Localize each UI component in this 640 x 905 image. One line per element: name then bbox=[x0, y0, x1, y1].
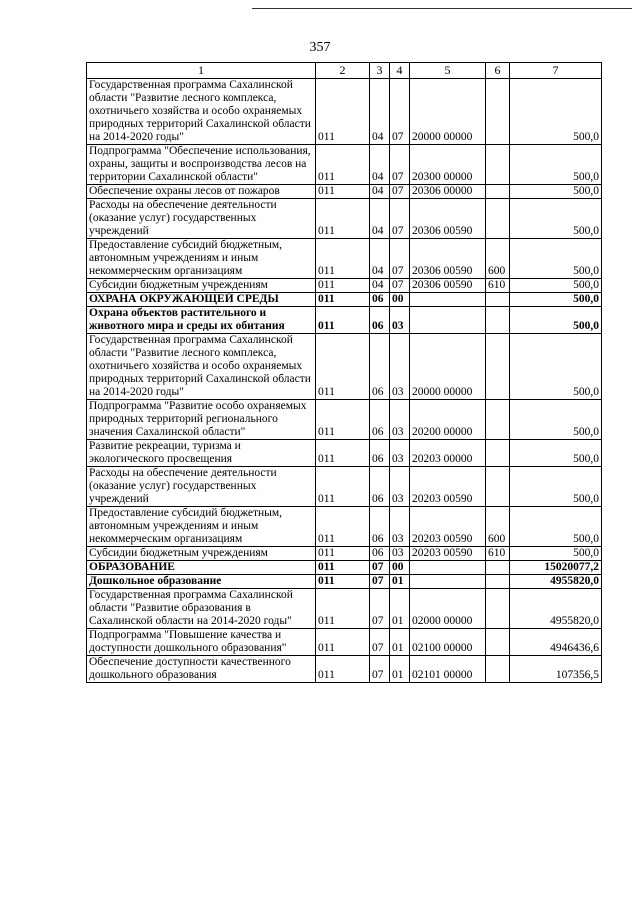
row-c6-cell bbox=[486, 561, 510, 575]
row-c4-cell: 01 bbox=[390, 629, 410, 656]
row-c6-cell: 610 bbox=[486, 547, 510, 561]
header-cell: 3 bbox=[370, 63, 390, 79]
row-c7-cell: 500,0 bbox=[510, 334, 602, 400]
row-c5-cell: 20306 00590 bbox=[410, 279, 486, 293]
row-c2-cell: 011 bbox=[316, 293, 370, 307]
row-c2-cell: 011 bbox=[316, 145, 370, 185]
row-c5-cell: 20300 00000 bbox=[410, 145, 486, 185]
row-c4-cell: 01 bbox=[390, 575, 410, 589]
row-c3-cell: 06 bbox=[370, 547, 390, 561]
row-c2-cell: 011 bbox=[316, 575, 370, 589]
table-row bbox=[87, 547, 602, 561]
row-c5-cell: 20203 00590 bbox=[410, 467, 486, 507]
row-c4-cell: 07 bbox=[390, 239, 410, 279]
row-c3-cell: 06 bbox=[370, 307, 390, 334]
row-c3-cell: 06 bbox=[370, 440, 390, 467]
row-c5-cell: 20203 00590 bbox=[410, 547, 486, 561]
row-name-cell: Развитие рекреации, туризма и экологического просвещения bbox=[87, 440, 316, 467]
row-name-cell: Дошкольное образование bbox=[87, 575, 316, 589]
row-c2-cell: 011 bbox=[316, 629, 370, 656]
table-row bbox=[87, 561, 602, 575]
row-c2-cell: 011 bbox=[316, 589, 370, 629]
row-c4-cell: 03 bbox=[390, 467, 410, 507]
row-c6-cell bbox=[486, 575, 510, 589]
row-c2-cell: 011 bbox=[316, 561, 370, 575]
row-c3-cell: 04 bbox=[370, 279, 390, 293]
row-c6-cell: 600 bbox=[486, 239, 510, 279]
row-c4-cell: 01 bbox=[390, 589, 410, 629]
table-row bbox=[87, 440, 602, 467]
row-c6-cell bbox=[486, 400, 510, 440]
row-c5-cell: 20200 00000 bbox=[410, 400, 486, 440]
row-c4-cell: 07 bbox=[390, 185, 410, 199]
row-name-cell: Обеспечение доступности качественного дошкольного образования bbox=[87, 656, 316, 683]
row-c3-cell: 07 bbox=[370, 656, 390, 683]
table-row bbox=[87, 400, 602, 440]
row-c7-cell: 500,0 bbox=[510, 400, 602, 440]
row-c4-cell: 03 bbox=[390, 507, 410, 547]
row-c3-cell: 06 bbox=[370, 293, 390, 307]
table-row bbox=[87, 589, 602, 629]
header-cell: 4 bbox=[390, 63, 410, 79]
table-row bbox=[87, 307, 602, 334]
row-c5-cell bbox=[410, 561, 486, 575]
table-row bbox=[87, 575, 602, 589]
row-name-cell: Государственная программа Сахалинской области "Развитие лесного комплекса, охотничьего хозяйства и особо охраняемых природных территорий Сахалинской области на 2014-2020 годы" bbox=[87, 334, 316, 400]
row-name-cell: Охрана объектов растительного и животного мира и среды их обитания bbox=[87, 307, 316, 334]
row-name-cell: Обеспечение охраны лесов от пожаров bbox=[87, 185, 316, 199]
header-cell: 2 bbox=[316, 63, 370, 79]
page-number: 357 bbox=[309, 40, 331, 55]
row-c3-cell: 06 bbox=[370, 467, 390, 507]
table-row bbox=[87, 629, 602, 656]
row-c3-cell: 07 bbox=[370, 589, 390, 629]
row-c6-cell bbox=[486, 589, 510, 629]
row-c7-cell: 500,0 bbox=[510, 199, 602, 239]
row-c5-cell: 20306 00590 bbox=[410, 239, 486, 279]
row-c7-cell: 500,0 bbox=[510, 279, 602, 293]
row-c4-cell: 03 bbox=[390, 440, 410, 467]
row-c6-cell bbox=[486, 145, 510, 185]
row-c2-cell: 011 bbox=[316, 334, 370, 400]
row-c2-cell: 011 bbox=[316, 239, 370, 279]
row-c2-cell: 011 bbox=[316, 307, 370, 334]
row-c6-cell bbox=[486, 199, 510, 239]
row-c6-cell bbox=[486, 185, 510, 199]
row-c6-cell: 610 bbox=[486, 279, 510, 293]
table-row bbox=[87, 279, 602, 293]
row-c2-cell: 011 bbox=[316, 467, 370, 507]
row-c6-cell bbox=[486, 79, 510, 145]
row-c6-cell bbox=[486, 656, 510, 683]
row-name-cell: Подпрограмма "Обеспечение использования, охраны, защиты и воспроизводства лесов на территории Сахалинской области" bbox=[87, 145, 316, 185]
row-c2-cell: 011 bbox=[316, 440, 370, 467]
row-c4-cell: 01 bbox=[390, 656, 410, 683]
row-c2-cell: 011 bbox=[316, 656, 370, 683]
row-name-cell: Государственная программа Сахалинской области "Развитие лесного комплекса, охотничьего хозяйства и особо охраняемых природных территорий Сахалинской области на 2014-2020 годы" bbox=[87, 79, 316, 145]
row-c6-cell bbox=[486, 293, 510, 307]
row-c5-cell: 02101 00000 bbox=[410, 656, 486, 683]
row-c2-cell: 011 bbox=[316, 79, 370, 145]
row-name-cell: Подпрограмма "Повышение качества и доступности дошкольного образования" bbox=[87, 629, 316, 656]
row-c3-cell: 07 bbox=[370, 561, 390, 575]
row-c6-cell: 600 bbox=[486, 507, 510, 547]
row-c3-cell: 04 bbox=[370, 239, 390, 279]
row-c2-cell: 011 bbox=[316, 199, 370, 239]
row-c5-cell bbox=[410, 575, 486, 589]
row-c5-cell: 20000 00000 bbox=[410, 334, 486, 400]
top-rule bbox=[252, 8, 632, 9]
row-c4-cell: 07 bbox=[390, 199, 410, 239]
row-c7-cell: 500,0 bbox=[510, 467, 602, 507]
row-c6-cell bbox=[486, 334, 510, 400]
row-c4-cell: 07 bbox=[390, 145, 410, 185]
row-c3-cell: 07 bbox=[370, 629, 390, 656]
header-cell: 7 bbox=[510, 63, 602, 79]
row-name-cell: Расходы на обеспечение деятельности (оказание услуг) государственных учреждений bbox=[87, 467, 316, 507]
row-c3-cell: 06 bbox=[370, 334, 390, 400]
row-c3-cell: 06 bbox=[370, 507, 390, 547]
row-c7-cell: 107356,5 bbox=[510, 656, 602, 683]
table-row bbox=[87, 239, 602, 279]
table-row bbox=[87, 507, 602, 547]
table-row bbox=[87, 79, 602, 145]
row-c4-cell: 03 bbox=[390, 334, 410, 400]
row-name-cell: Субсидии бюджетным учреждениям bbox=[87, 547, 316, 561]
row-name-cell: Подпрограмма "Развитие особо охраняемых природных территорий регионального значения Сахалинской области" bbox=[87, 400, 316, 440]
row-c7-cell: 500,0 bbox=[510, 440, 602, 467]
row-c3-cell: 04 bbox=[370, 79, 390, 145]
row-c5-cell: 20306 00000 bbox=[410, 185, 486, 199]
row-c5-cell: 02000 00000 bbox=[410, 589, 486, 629]
row-c7-cell: 500,0 bbox=[510, 239, 602, 279]
table-row bbox=[87, 334, 602, 400]
row-name-cell: ОБРАЗОВАНИЕ bbox=[87, 561, 316, 575]
row-c3-cell: 04 bbox=[370, 185, 390, 199]
row-c7-cell: 500,0 bbox=[510, 145, 602, 185]
row-c6-cell bbox=[486, 307, 510, 334]
table-row bbox=[87, 467, 602, 507]
row-c4-cell: 03 bbox=[390, 400, 410, 440]
row-c4-cell: 07 bbox=[390, 79, 410, 145]
row-c7-cell: 15020077,2 bbox=[510, 561, 602, 575]
row-c4-cell: 03 bbox=[390, 547, 410, 561]
row-c7-cell: 4946436,6 bbox=[510, 629, 602, 656]
row-c7-cell: 500,0 bbox=[510, 507, 602, 547]
header-cell: 1 bbox=[87, 63, 316, 79]
row-c6-cell bbox=[486, 467, 510, 507]
table-row bbox=[87, 185, 602, 199]
row-c5-cell: 20306 00590 bbox=[410, 199, 486, 239]
row-name-cell: ОХРАНА ОКРУЖАЮЩЕЙ СРЕДЫ bbox=[87, 293, 316, 307]
row-c3-cell: 07 bbox=[370, 575, 390, 589]
row-c6-cell bbox=[486, 440, 510, 467]
row-c7-cell: 4955820,0 bbox=[510, 589, 602, 629]
row-c7-cell: 500,0 bbox=[510, 293, 602, 307]
table-row bbox=[87, 656, 602, 683]
row-c5-cell: 20203 00000 bbox=[410, 440, 486, 467]
row-name-cell: Государственная программа Сахалинской области "Развитие образования в Сахалинской области на 2014-2020 годы" bbox=[87, 589, 316, 629]
row-c6-cell bbox=[486, 629, 510, 656]
row-c5-cell: 02100 00000 bbox=[410, 629, 486, 656]
row-name-cell: Расходы на обеспечение деятельности (оказание услуг) государственных учреждений bbox=[87, 199, 316, 239]
row-c4-cell: 00 bbox=[390, 293, 410, 307]
row-c4-cell: 03 bbox=[390, 307, 410, 334]
header-row bbox=[87, 63, 602, 79]
row-c7-cell: 500,0 bbox=[510, 307, 602, 334]
row-c5-cell bbox=[410, 293, 486, 307]
row-c5-cell: 20000 00000 bbox=[410, 79, 486, 145]
row-c2-cell: 011 bbox=[316, 185, 370, 199]
header-cell: 6 bbox=[486, 63, 510, 79]
row-name-cell: Предоставление субсидий бюджетным, автономным учреждениям и иным некоммерческим организациям bbox=[87, 239, 316, 279]
budget-table bbox=[86, 62, 602, 683]
table-row bbox=[87, 199, 602, 239]
row-name-cell: Субсидии бюджетным учреждениям bbox=[87, 279, 316, 293]
row-c2-cell: 011 bbox=[316, 279, 370, 293]
row-c3-cell: 04 bbox=[370, 199, 390, 239]
row-c5-cell: 20203 00590 bbox=[410, 507, 486, 547]
table-row bbox=[87, 145, 602, 185]
row-c5-cell bbox=[410, 307, 486, 334]
row-c3-cell: 06 bbox=[370, 400, 390, 440]
row-c3-cell: 04 bbox=[370, 145, 390, 185]
table-row bbox=[87, 293, 602, 307]
row-c7-cell: 4955820,0 bbox=[510, 575, 602, 589]
row-c2-cell: 011 bbox=[316, 400, 370, 440]
row-c7-cell: 500,0 bbox=[510, 547, 602, 561]
row-c4-cell: 07 bbox=[390, 279, 410, 293]
header-cell: 5 bbox=[410, 63, 486, 79]
row-c2-cell: 011 bbox=[316, 547, 370, 561]
row-c4-cell: 00 bbox=[390, 561, 410, 575]
row-c7-cell: 500,0 bbox=[510, 185, 602, 199]
row-name-cell: Предоставление субсидий бюджетным, автономным учреждениям и иным некоммерческим организациям bbox=[87, 507, 316, 547]
row-c7-cell: 500,0 bbox=[510, 79, 602, 145]
row-c2-cell: 011 bbox=[316, 507, 370, 547]
